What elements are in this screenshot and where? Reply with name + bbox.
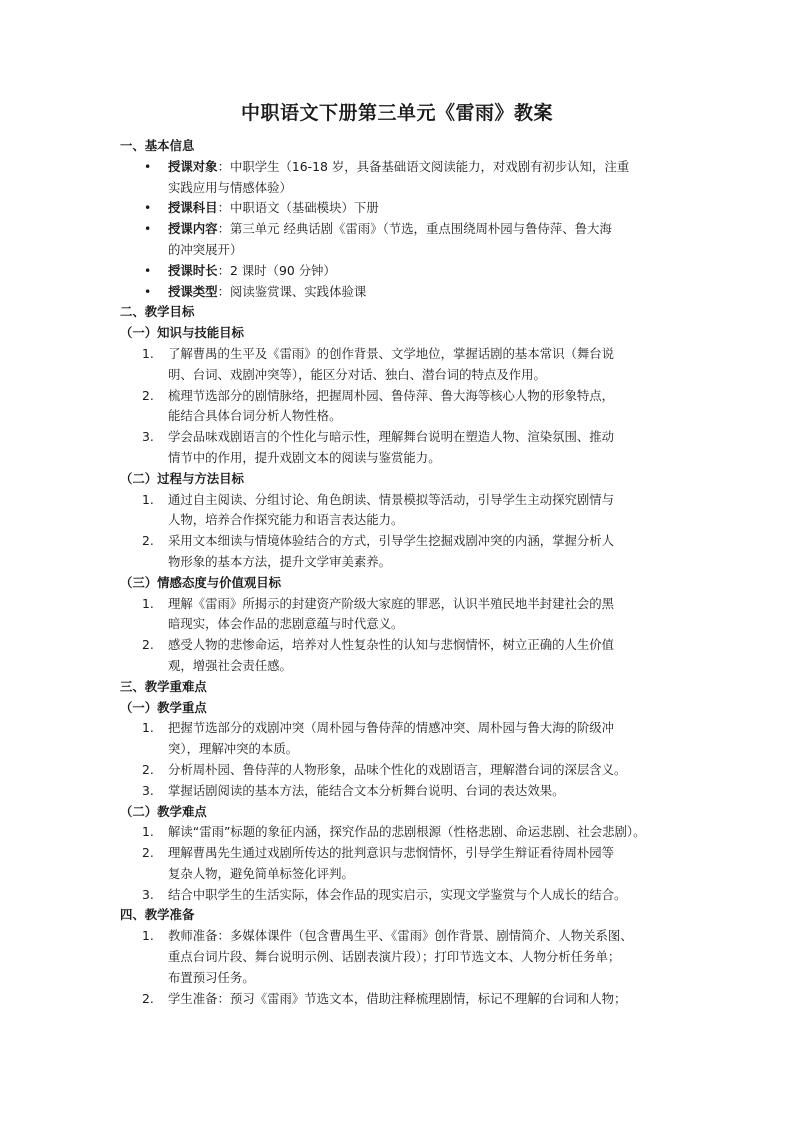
list-item: 2. 感受人物的悲惨命运，培养对人性复杂性的认知与悲悯情怀，树立正确的人生价值 观，增强社会责任感。	[142, 637, 615, 673]
item-number: 2.	[142, 761, 154, 777]
list-item: 3. 掌握话剧阅读的基本方法，能结合文本分析舞台说明、台词的表达效果。	[120, 781, 690, 802]
item-number: 1.	[142, 824, 154, 840]
list-item: 1. 理解《雷雨》所揭示的封建资产阶级大家庭的罪恶，认识半殖民地半封建社会的黑 暗现实，体会作品的悲剧意蕴与时代意义。	[142, 595, 615, 632]
subsection-heading: （一）教学重点	[120, 699, 207, 715]
item-number: 3.	[142, 429, 154, 445]
item-number: 1.	[142, 928, 154, 944]
item-number: 2.	[142, 533, 154, 549]
list-item: • 授课内容：第三单元 经典话剧《雷雨》（节选，重点围绕周朴园与鲁侍萍、鲁大海 的冲突展开）	[144, 221, 612, 257]
list-item: • 授课科目：中职语文（基础模块）下册	[120, 198, 690, 219]
bullet-icon: •	[144, 200, 152, 216]
item-number: 2.	[142, 637, 154, 653]
list-item: • 授课对象：中职学生（16-18 岁，具备基础语文阅读能力，对戏剧有初步认知，注重 实践应用与情感体验）	[144, 158, 630, 195]
list-item: 1. 教师准备：多媒体课件（包含曹禺生平、《雷雨》创作背景、剧情简介、人物关系图、 重点台词片段、舞台说明示例、话剧表演片段）；打印节选文本、人物分析任务单； 布置预习任务。	[142, 928, 633, 985]
subsection-heading: （一）知识与技能目标	[120, 325, 244, 341]
bullet-icon: •	[144, 283, 152, 299]
list-item: 1. 了解曹禺的生平及《雷雨》的创作背景、文学地位，掌握话剧的基本常识（舞台说 明、台词、戏剧冲突等），能区分对话、独白、潜台词的特点及作用。	[142, 345, 615, 382]
list-item: 3. 学会品味戏剧语言的个性化与暗示性，理解舞台说明在塑造人物、渲染氛围、推动 情节中的作用，提升戏剧文本的阅读与鉴赏能力。	[142, 429, 615, 465]
field-label: 授课时长	[168, 262, 218, 278]
list-item: • 授课时长：2 课时（90 分钟）	[120, 261, 690, 282]
field-label: 授课对象	[168, 158, 218, 174]
subsection-heading: （二）过程与方法目标	[120, 470, 244, 486]
bullet-icon: •	[144, 158, 152, 174]
item-number: 3.	[142, 782, 154, 798]
item-number: 1.	[142, 345, 154, 361]
page-title: 中职语文下册第三单元《雷雨》教案	[240, 102, 553, 124]
item-number: 1.	[142, 720, 154, 736]
bullet-icon: •	[144, 262, 152, 278]
field-label: 授课内容	[168, 221, 218, 237]
item-number: 1.	[142, 595, 154, 611]
section-heading-key-points: 三、教学重难点	[120, 678, 207, 694]
item-number: 2.	[142, 990, 154, 1006]
section-heading-objectives: 二、教学目标	[120, 304, 195, 320]
item-number: 1.	[142, 491, 154, 507]
field-label: 授课科目	[168, 200, 218, 216]
list-item: 1. 解读“雷雨”标题的象征内涵，探究作品的悲剧根源（性格悲剧、命运悲剧、社会悲剧）。	[120, 822, 690, 843]
document-body	[120, 136, 690, 1009]
section-heading-basic-info: 一、基本信息	[120, 138, 195, 153]
list-item: 2. 梳理节选部分的剧情脉络，把握周朴园、鲁侍萍、鲁大海等核心人物的形象特点， 能结合具体台词分析人物性格。	[142, 387, 615, 424]
list-item: 2. 采用文本细读与情境体验结合的方式，引导学生挖掘戏剧冲突的内涵，掌握分析人 物形象的基本方法，提升文学审美素养。	[142, 533, 615, 569]
item-number: 3.	[142, 886, 154, 902]
item-number: 2.	[142, 387, 154, 403]
list-item: • 授课类型：阅读鉴赏课、实践体验课	[120, 282, 690, 303]
item-number: 2.	[142, 845, 154, 861]
field-label: 授课类型	[168, 283, 218, 299]
list-item: 2. 理解曹禺先生通过戏剧所传达的批判意识与悲悯情怀，引导学生辩证看待周朴园等 复杂人物，避免简单标签化评判。	[142, 845, 615, 881]
subsection-heading: （三）情感态度与价值观目标	[120, 574, 282, 590]
list-item: 1. 通过自主阅读、分组讨论、角色朗读、情景模拟等活动，引导学生主动探究剧情与 人物，培养合作探究能力和语言表达能力。	[142, 491, 615, 528]
list-item: 2. 学生准备：预习《雷雨》节选文本，借助注释梳理剧情，标记不理解的台词和人物；	[120, 989, 690, 1010]
section-heading-preparation: 四、教学准备	[120, 907, 195, 923]
list-item: 1. 把握节选部分的戏剧冲突（周朴园与鲁侍萍的情感冲突、周朴园与鲁大海的阶级冲 突），理解冲突的本质。	[142, 720, 615, 757]
subsection-heading: （二）教学难点	[120, 803, 207, 819]
list-item: 2. 分析周朴园、鲁侍萍的人物形象，品味个性化的戏剧语言，理解潜台词的深层含义。	[120, 760, 690, 781]
bullet-icon: •	[144, 221, 152, 237]
list-item: 3. 结合中职学生的生活实际，体会作品的现实启示，实现文学鉴赏与个人成长的结合。	[120, 885, 690, 906]
